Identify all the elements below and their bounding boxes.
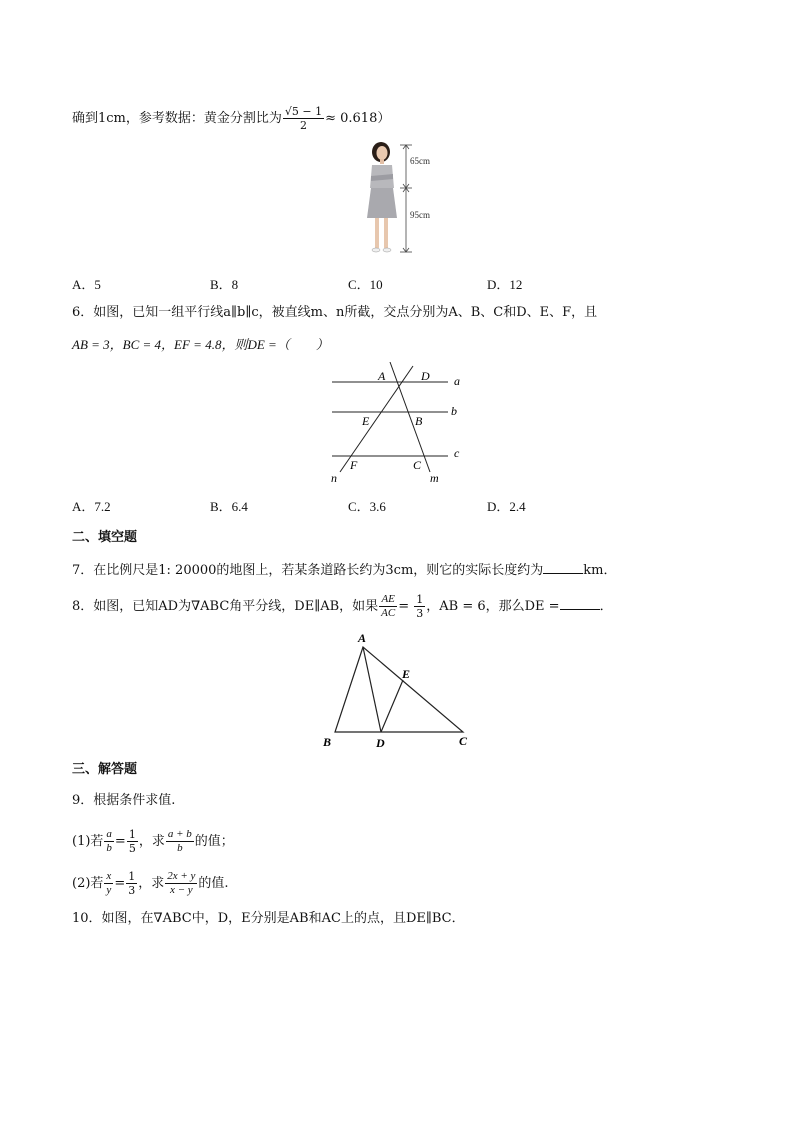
q10-line: 10．如图，在∇ABC中，D，E分别是AB和AC上的点，且DE∥BC． — [72, 911, 465, 926]
label-C: C — [459, 734, 468, 748]
label-B: B — [323, 735, 332, 749]
q6-line-2: AB = 3，BC = 4，EF = 4.8，则DE =（ ） — [72, 337, 329, 352]
label-E: E — [402, 667, 411, 681]
label-E: E — [362, 414, 370, 428]
q5-option-b[interactable]: B．8 — [210, 277, 239, 292]
q5-option-a[interactable]: A．5 — [72, 277, 101, 292]
q7-answer-blank[interactable] — [543, 559, 583, 574]
segment-de — [381, 680, 403, 732]
label-A: A — [378, 369, 386, 383]
label-A: A — [358, 631, 367, 645]
q6-option-c[interactable]: C．3.6 — [348, 499, 386, 514]
figure-woman-height — [360, 140, 450, 260]
golden-ratio-fraction: $\frac{√5 - 1}{2}$ — [284, 105, 323, 132]
upper-length-label: 65cm — [410, 156, 430, 166]
q9-title: 9．根据条件求值. — [72, 793, 176, 808]
q9-part-1: (1)若 $\frac{a}{b}$ = $\frac{1}{5}$ ，求 $\frac{a + b}{b}$ 的值； — [72, 828, 234, 855]
q8-line: 8．如图，已知AD为∇ABC角平分线，DE∥AB，如果 $\frac{AE}{AC}$ = $\frac{1}{3}$ ，AB = 6，那么DE = ． — [72, 593, 613, 620]
q6-option-a[interactable]: A．7.2 — [72, 499, 111, 514]
q5-option-c[interactable]: C．10 — [348, 277, 383, 292]
label-n: n — [331, 471, 337, 485]
label-C: C — [413, 458, 422, 472]
label-F: F — [350, 458, 358, 472]
figure-parallel-lines — [325, 362, 475, 487]
q5-option-d[interactable]: D．12 — [487, 277, 523, 292]
q6-line-1: 6．如图，已知一组平行线a∥b∥c，被直线m、n所截，交点分别为A、B、C和D、E、F，且 — [72, 305, 598, 320]
q5-tail-line: 确到1cm，参考数据：黄金分割比为 $\frac{√5 - 1}{2}$ ≈ 0.618） — [72, 105, 391, 132]
q8-fraction-one-third: $\frac{1}{3}$ — [416, 593, 424, 620]
woman-face — [377, 146, 388, 160]
label-c: c — [454, 446, 460, 460]
label-D: D — [376, 736, 385, 750]
q8-answer-blank[interactable] — [560, 595, 600, 610]
section-solve-header: 三、解答题 — [72, 762, 138, 777]
label-D: D — [421, 369, 430, 383]
q6-option-b[interactable]: B．6.4 — [210, 499, 248, 514]
woman-skirt — [367, 188, 397, 218]
q9-part-2: (2)若 $\frac{x}{y}$ = $\frac{1}{3}$ ，求 $\frac{2x + y}{x - y}$ 的值. — [72, 870, 229, 897]
figure-triangle-abc — [318, 630, 478, 752]
section-fill-in-header: 二、填空题 — [72, 530, 138, 545]
label-B: B — [415, 414, 423, 428]
label-a: a — [454, 374, 460, 388]
q8-fraction-ae-ac: $\frac{AE}{AC}$ — [381, 593, 396, 619]
q6-option-d[interactable]: D．2.4 — [487, 499, 526, 514]
label-b: b — [451, 404, 457, 418]
label-m: m — [430, 471, 439, 485]
q7-line: 7．在比例尺是1: 20000的地图上，若某条道路长约为3cm，则它的实际长度约为 km． — [72, 559, 617, 581]
lower-length-label: 95cm — [410, 210, 430, 220]
